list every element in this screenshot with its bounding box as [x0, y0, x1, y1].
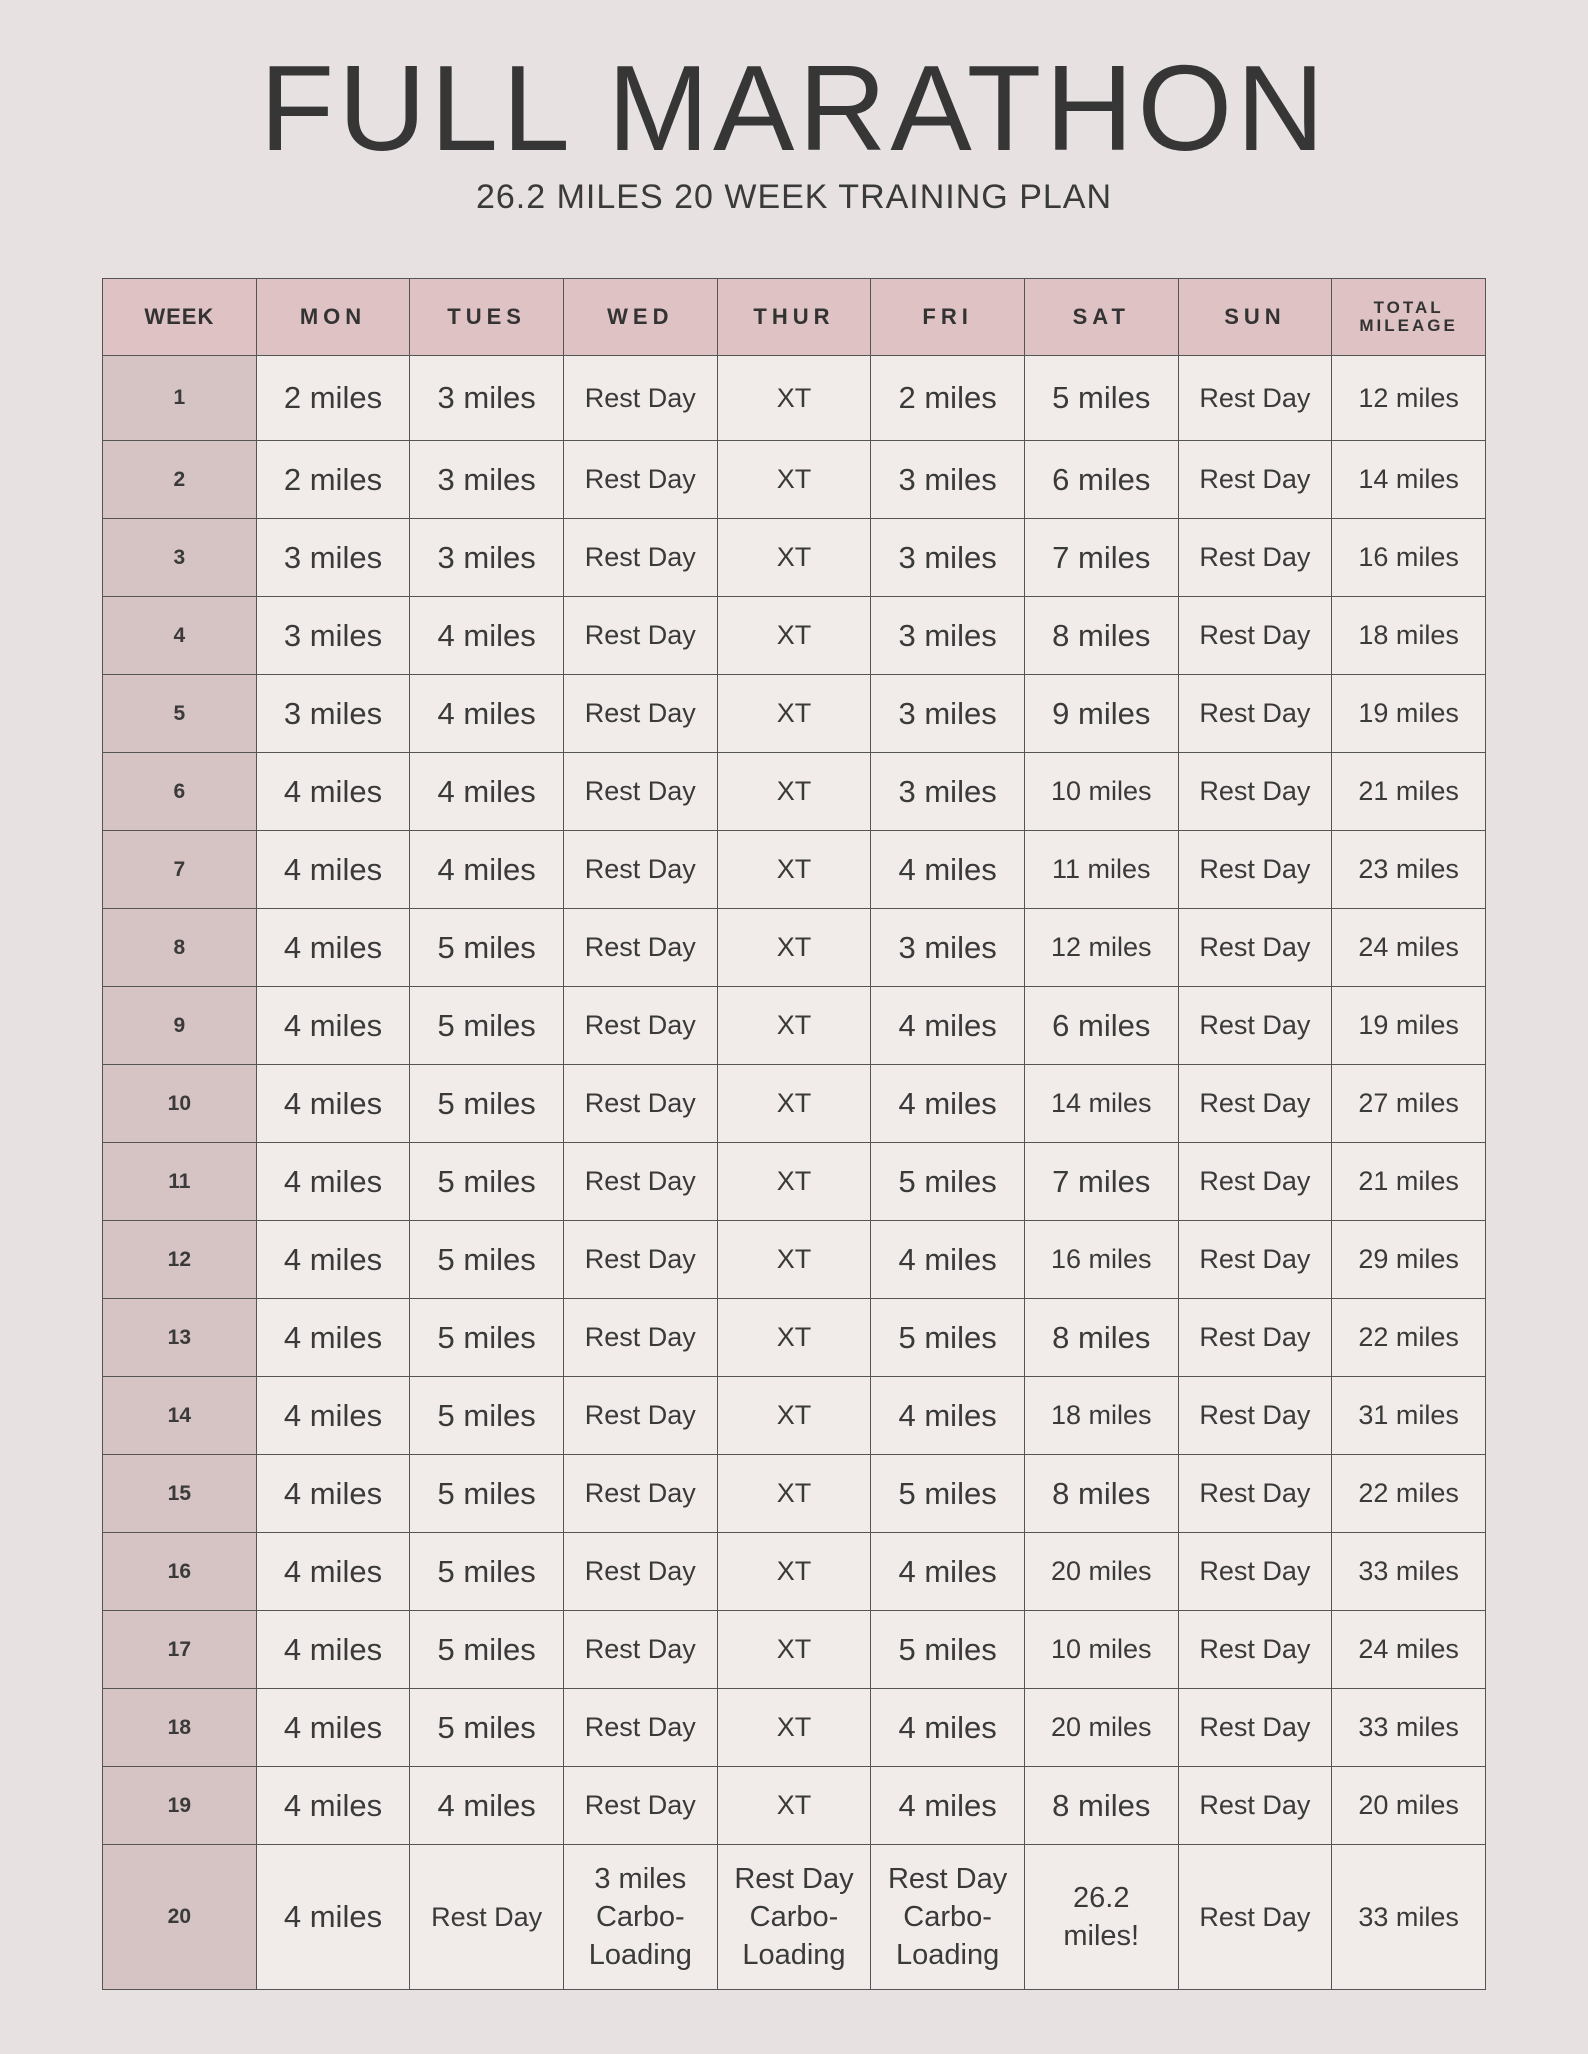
cell-sat: 10 miles: [1024, 1611, 1178, 1689]
cell-total-mileage: 31 miles: [1332, 1377, 1486, 1455]
cell-fri: 5 miles: [871, 1455, 1025, 1533]
cell-sat: 8 miles: [1024, 1767, 1178, 1845]
cell-fri: 3 miles: [871, 597, 1025, 675]
table-row: [103, 909, 1486, 987]
cell-fri: 4 miles: [871, 1377, 1025, 1455]
week-number-cell: 1: [103, 356, 257, 441]
cell-total-mileage: 14 miles: [1332, 441, 1486, 519]
page-title: FULL MARATHON: [259, 40, 1329, 176]
cell-total-mileage: 24 miles: [1332, 909, 1486, 987]
week-number-cell: 5: [103, 675, 257, 753]
cell-sun: Rest Day: [1178, 1377, 1332, 1455]
cell-tues: 4 miles: [410, 597, 564, 675]
cell-mon: 3 miles: [256, 519, 410, 597]
cell-thur: XT: [717, 831, 871, 909]
cell-thur: XT: [717, 1533, 871, 1611]
cell-fri: 4 miles: [871, 987, 1025, 1065]
table-row: [103, 1377, 1486, 1455]
cell-mon: 3 miles: [256, 597, 410, 675]
cell-fri: 4 miles: [871, 831, 1025, 909]
cell-total-mileage: 19 miles: [1332, 675, 1486, 753]
week-number-cell: 14: [103, 1377, 257, 1455]
cell-thur: XT: [717, 1299, 871, 1377]
cell-sat: 8 miles: [1024, 1455, 1178, 1533]
cell-mon: 4 miles: [256, 1143, 410, 1221]
cell-mon: 4 miles: [256, 1377, 410, 1455]
cell-mon: 4 miles: [256, 1533, 410, 1611]
cell-total-mileage: 29 miles: [1332, 1221, 1486, 1299]
week-number-cell: 6: [103, 753, 257, 831]
column-header-thur: THUR: [717, 279, 871, 356]
cell-total-mileage: 33 miles: [1332, 1533, 1486, 1611]
cell-total-mileage: 33 miles: [1332, 1845, 1486, 1990]
cell-sun: Rest Day: [1178, 753, 1332, 831]
cell-sun: Rest Day: [1178, 1767, 1332, 1845]
cell-tues: 4 miles: [410, 753, 564, 831]
cell-sun: Rest Day: [1178, 597, 1332, 675]
cell-sat: 10 miles: [1024, 753, 1178, 831]
cell-wed: Rest Day: [563, 1533, 717, 1611]
training-plan-table: [102, 278, 1486, 1990]
column-header-tues: TUES: [410, 279, 564, 356]
cell-tues: 5 miles: [410, 1299, 564, 1377]
column-header-week: WEEK: [103, 279, 257, 356]
cell-tues: 4 miles: [410, 831, 564, 909]
cell-total-mileage: 21 miles: [1332, 753, 1486, 831]
column-header-fri: FRI: [871, 279, 1025, 356]
cell-thur: XT: [717, 1377, 871, 1455]
cell-thur: XT: [717, 441, 871, 519]
cell-sat: 18 miles: [1024, 1377, 1178, 1455]
week-number-cell: 8: [103, 909, 257, 987]
table-row: [103, 356, 1486, 441]
column-header-sun: SUN: [1178, 279, 1332, 356]
cell-tues: 5 miles: [410, 1611, 564, 1689]
cell-wed: Rest Day: [563, 831, 717, 909]
cell-mon: 4 miles: [256, 909, 410, 987]
cell-wed: Rest Day: [563, 1611, 717, 1689]
cell-tues: 5 miles: [410, 1689, 564, 1767]
cell-sat: 5 miles: [1024, 356, 1178, 441]
cell-wed: Rest Day: [563, 1299, 717, 1377]
cell-mon: 2 miles: [256, 441, 410, 519]
week-number-cell: 19: [103, 1767, 257, 1845]
column-header-mon: MON: [256, 279, 410, 356]
cell-mon: 4 miles: [256, 1689, 410, 1767]
table-row: [103, 1455, 1486, 1533]
cell-total-mileage: 23 miles: [1332, 831, 1486, 909]
table-body: [103, 356, 1486, 1990]
cell-sat: 14 miles: [1024, 1065, 1178, 1143]
week-number-cell: 11: [103, 1143, 257, 1221]
cell-fri: 4 miles: [871, 1689, 1025, 1767]
cell-tues: 5 miles: [410, 1455, 564, 1533]
cell-fri: 5 miles: [871, 1611, 1025, 1689]
cell-sun: Rest Day: [1178, 1455, 1332, 1533]
cell-sun: Rest Day: [1178, 909, 1332, 987]
cell-total-mileage: 24 miles: [1332, 1611, 1486, 1689]
cell-tues: 5 miles: [410, 909, 564, 987]
cell-total-mileage: 33 miles: [1332, 1689, 1486, 1767]
week-number-cell: 15: [103, 1455, 257, 1533]
cell-wed: Rest Day: [563, 1455, 717, 1533]
cell-total-mileage: 22 miles: [1332, 1299, 1486, 1377]
cell-wed: Rest Day: [563, 356, 717, 441]
week-number-cell: 16: [103, 1533, 257, 1611]
table-row: [103, 831, 1486, 909]
cell-thur: XT: [717, 909, 871, 987]
table-row: [103, 1689, 1486, 1767]
week-number-cell: 10: [103, 1065, 257, 1143]
table-row: [103, 1221, 1486, 1299]
cell-mon: 4 miles: [256, 987, 410, 1065]
table-row: [103, 675, 1486, 753]
table-row: [103, 441, 1486, 519]
cell-mon: 4 miles: [256, 1845, 410, 1990]
cell-fri: Rest Day Carbo- Loading: [871, 1845, 1025, 1990]
cell-total-mileage: 20 miles: [1332, 1767, 1486, 1845]
cell-sun: Rest Day: [1178, 1611, 1332, 1689]
week-number-cell: 9: [103, 987, 257, 1065]
cell-tues: 5 miles: [410, 1377, 564, 1455]
table-row: [103, 597, 1486, 675]
cell-sat: 8 miles: [1024, 1299, 1178, 1377]
cell-wed: Rest Day: [563, 519, 717, 597]
cell-sun: Rest Day: [1178, 519, 1332, 597]
cell-fri: 3 miles: [871, 519, 1025, 597]
table-row: [103, 1767, 1486, 1845]
cell-mon: 4 miles: [256, 831, 410, 909]
cell-thur: Rest Day Carbo- Loading: [717, 1845, 871, 1990]
cell-tues: 5 miles: [410, 1065, 564, 1143]
cell-mon: 3 miles: [256, 675, 410, 753]
cell-total-mileage: 22 miles: [1332, 1455, 1486, 1533]
column-header-wed: WED: [563, 279, 717, 356]
table-row: [103, 987, 1486, 1065]
cell-mon: 4 miles: [256, 1455, 410, 1533]
cell-sun: Rest Day: [1178, 1143, 1332, 1221]
week-number-cell: 4: [103, 597, 257, 675]
cell-sun: Rest Day: [1178, 987, 1332, 1065]
cell-thur: XT: [717, 597, 871, 675]
table-row: [103, 1065, 1486, 1143]
cell-tues: 5 miles: [410, 1143, 564, 1221]
cell-fri: 3 miles: [871, 441, 1025, 519]
cell-fri: 3 miles: [871, 675, 1025, 753]
table-row: [103, 1845, 1486, 1990]
cell-mon: 4 miles: [256, 1065, 410, 1143]
cell-sun: Rest Day: [1178, 1299, 1332, 1377]
week-number-cell: 12: [103, 1221, 257, 1299]
week-number-cell: 3: [103, 519, 257, 597]
cell-wed: 3 miles Carbo- Loading: [563, 1845, 717, 1990]
cell-thur: XT: [717, 987, 871, 1065]
cell-total-mileage: 19 miles: [1332, 987, 1486, 1065]
cell-wed: Rest Day: [563, 1689, 717, 1767]
cell-thur: XT: [717, 1143, 871, 1221]
cell-sun: Rest Day: [1178, 1065, 1332, 1143]
cell-tues: 3 miles: [410, 519, 564, 597]
week-number-cell: 20: [103, 1845, 257, 1990]
cell-total-mileage: 18 miles: [1332, 597, 1486, 675]
cell-fri: 4 miles: [871, 1065, 1025, 1143]
cell-mon: 4 miles: [256, 1299, 410, 1377]
cell-tues: 4 miles: [410, 675, 564, 753]
cell-sun: Rest Day: [1178, 1533, 1332, 1611]
cell-thur: XT: [717, 519, 871, 597]
cell-sat: 12 miles: [1024, 909, 1178, 987]
cell-thur: XT: [717, 1689, 871, 1767]
cell-sun: Rest Day: [1178, 831, 1332, 909]
cell-sat: 6 miles: [1024, 441, 1178, 519]
week-number-cell: 7: [103, 831, 257, 909]
cell-tues: 3 miles: [410, 356, 564, 441]
column-header-total-mileage: TOTAL MILEAGE: [1332, 279, 1486, 356]
week-number-cell: 13: [103, 1299, 257, 1377]
cell-tues: 3 miles: [410, 441, 564, 519]
cell-thur: XT: [717, 1767, 871, 1845]
cell-wed: Rest Day: [563, 987, 717, 1065]
cell-total-mileage: 27 miles: [1332, 1065, 1486, 1143]
cell-fri: 5 miles: [871, 1299, 1025, 1377]
cell-wed: Rest Day: [563, 1065, 717, 1143]
cell-sat: 16 miles: [1024, 1221, 1178, 1299]
cell-total-mileage: 21 miles: [1332, 1143, 1486, 1221]
cell-wed: Rest Day: [563, 909, 717, 987]
table-row: [103, 519, 1486, 597]
cell-wed: Rest Day: [563, 1767, 717, 1845]
cell-mon: 4 miles: [256, 1767, 410, 1845]
cell-wed: Rest Day: [563, 1143, 717, 1221]
cell-total-mileage: 12 miles: [1332, 356, 1486, 441]
cell-sun: Rest Day: [1178, 356, 1332, 441]
page-subtitle: 26.2 MILES 20 WEEK TRAINING PLAN: [475, 178, 1113, 216]
cell-sun: Rest Day: [1178, 1845, 1332, 1990]
cell-wed: Rest Day: [563, 1377, 717, 1455]
cell-thur: XT: [717, 1065, 871, 1143]
cell-tues: 5 miles: [410, 1221, 564, 1299]
cell-tues: 4 miles: [410, 1767, 564, 1845]
table-row: [103, 1143, 1486, 1221]
cell-mon: 2 miles: [256, 356, 410, 441]
cell-mon: 4 miles: [256, 753, 410, 831]
cell-thur: XT: [717, 1221, 871, 1299]
cell-wed: Rest Day: [563, 675, 717, 753]
table-header-row: [103, 279, 1486, 356]
cell-thur: XT: [717, 1455, 871, 1533]
cell-sat: 6 miles: [1024, 987, 1178, 1065]
cell-sat: 7 miles: [1024, 519, 1178, 597]
cell-fri: 4 miles: [871, 1221, 1025, 1299]
cell-fri: 4 miles: [871, 1533, 1025, 1611]
cell-tues: 5 miles: [410, 1533, 564, 1611]
cell-thur: XT: [717, 753, 871, 831]
cell-fri: 5 miles: [871, 1143, 1025, 1221]
week-number-cell: 2: [103, 441, 257, 519]
week-number-cell: 17: [103, 1611, 257, 1689]
cell-sat: 11 miles: [1024, 831, 1178, 909]
cell-total-mileage: 16 miles: [1332, 519, 1486, 597]
cell-wed: Rest Day: [563, 1221, 717, 1299]
cell-sun: Rest Day: [1178, 441, 1332, 519]
cell-wed: Rest Day: [563, 597, 717, 675]
table-row: [103, 1611, 1486, 1689]
cell-fri: 3 miles: [871, 753, 1025, 831]
cell-sun: Rest Day: [1178, 675, 1332, 753]
cell-sat: 20 miles: [1024, 1689, 1178, 1767]
cell-fri: 4 miles: [871, 1767, 1025, 1845]
cell-tues: 5 miles: [410, 987, 564, 1065]
cell-sat: 20 miles: [1024, 1533, 1178, 1611]
cell-mon: 4 miles: [256, 1611, 410, 1689]
cell-wed: Rest Day: [563, 753, 717, 831]
week-number-cell: 18: [103, 1689, 257, 1767]
cell-thur: XT: [717, 675, 871, 753]
cell-fri: 2 miles: [871, 356, 1025, 441]
table-row: [103, 753, 1486, 831]
column-header-sat: SAT: [1024, 279, 1178, 356]
cell-wed: Rest Day: [563, 441, 717, 519]
cell-tues: Rest Day: [410, 1845, 564, 1990]
cell-mon: 4 miles: [256, 1221, 410, 1299]
cell-thur: XT: [717, 1611, 871, 1689]
cell-sat: 8 miles: [1024, 597, 1178, 675]
table-row: [103, 1533, 1486, 1611]
cell-sun: Rest Day: [1178, 1689, 1332, 1767]
table-row: [103, 1299, 1486, 1377]
cell-thur: XT: [717, 356, 871, 441]
cell-sat: 9 miles: [1024, 675, 1178, 753]
cell-sat: 7 miles: [1024, 1143, 1178, 1221]
cell-sun: Rest Day: [1178, 1221, 1332, 1299]
cell-fri: 3 miles: [871, 909, 1025, 987]
cell-sat: 26.2 miles!: [1024, 1845, 1178, 1990]
